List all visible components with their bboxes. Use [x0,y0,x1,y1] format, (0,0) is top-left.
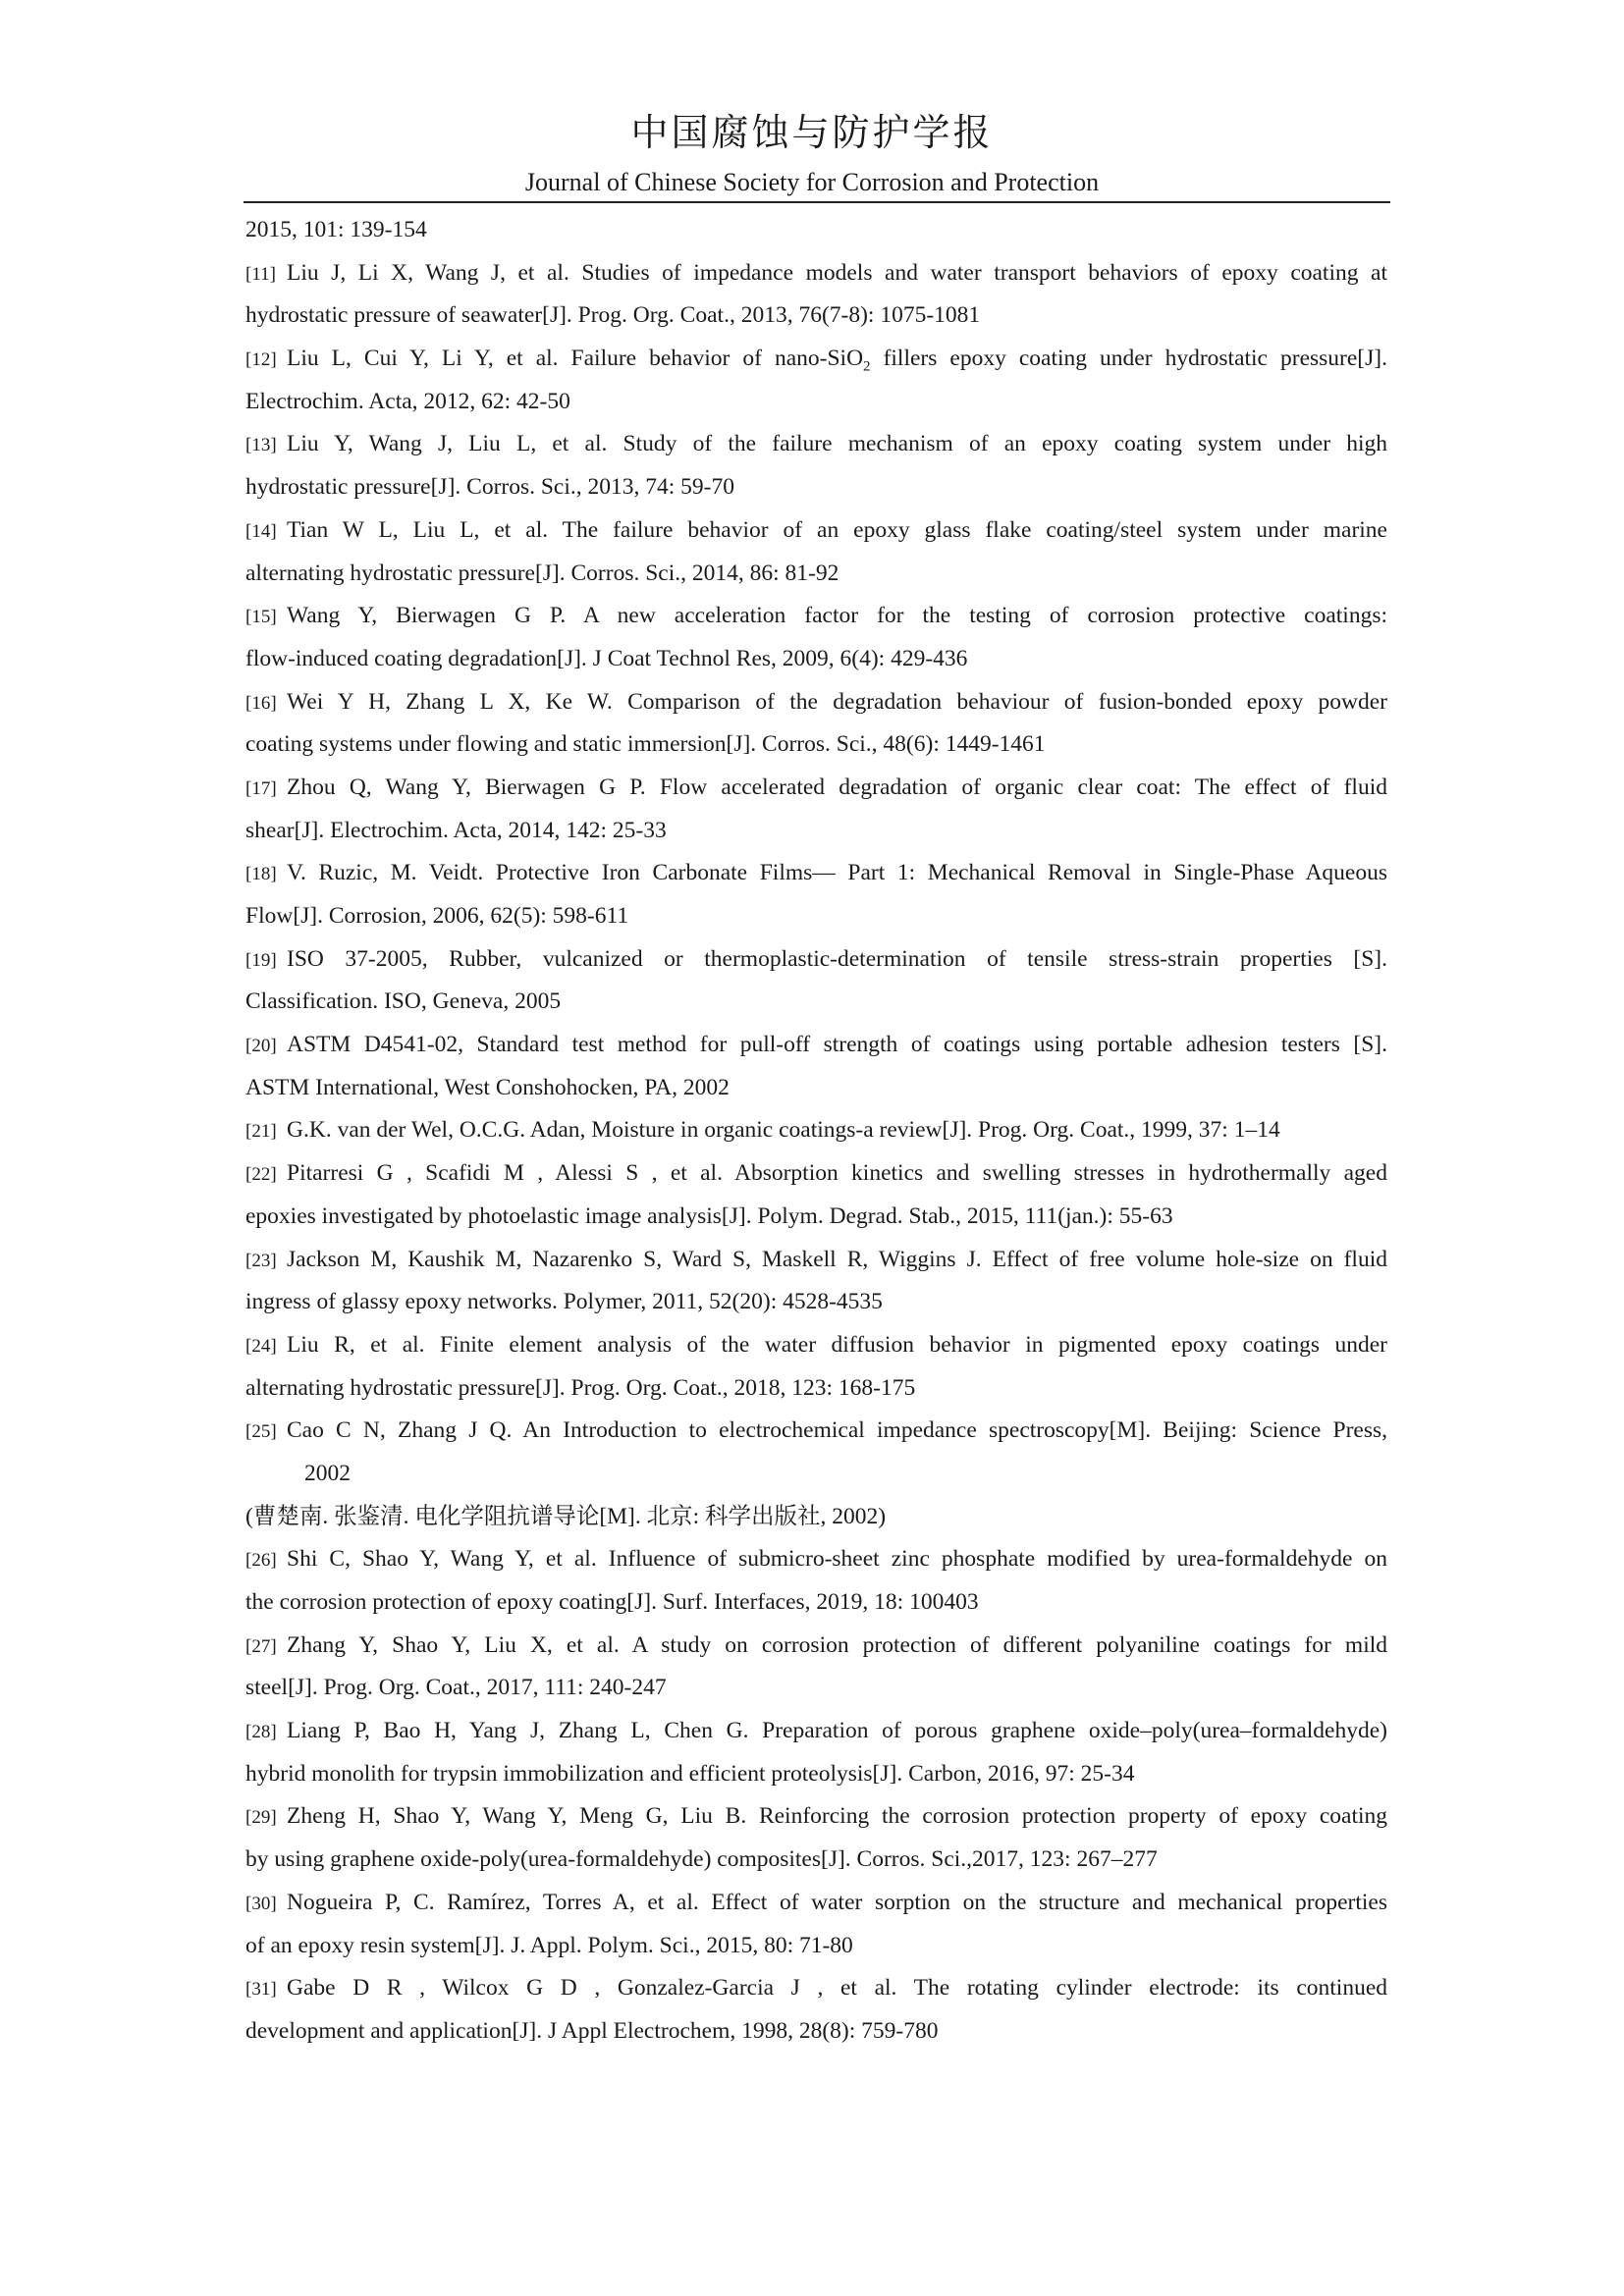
reference-text: Pitarresi G , Scafidi M , Alessi S , et al. Absorption kinetics and swelling stresses in hydrothermally aged [287,1160,1387,1187]
reference-12-cont: Electrochim. Acta, 2012, 62: 42-50 [245,388,570,414]
reference-number: [11] [245,263,276,285]
reference-17-cont: shear[J]. Electrochim. Acta, 2014, 142: 25-33 [245,817,667,843]
reference-text: Gabe D R , Wilcox G D , Gonzalez-Garcia J , et al. The rotating cylinder electrode: its continued [287,1975,1387,2002]
reference-20 [245,1024,1387,1067]
reference-text: Liang P, Bao H, Yang J, Zhang L, Chen G. Preparation of porous graphene oxide–poly(urea–formaldehyde) [287,1718,1387,1744]
reference-16-cont: coating systems under flowing and static immersion[J]. Corros. Sci., 48(6): 1449-1461 [245,731,1046,758]
reference-text: Liu R, et al. Finite element analysis of the water diffusion behavior in pigmented epoxy coatings under [287,1331,1387,1358]
journal-title-en: Journal of Chinese Society for Corrosion and Protection [524,168,1100,196]
reference-31 [245,1967,1387,2010]
reference-number: [18] [245,864,277,885]
reference-27-cont: steel[J]. Prog. Org. Coat., 2017, 111: 240-247 [245,1675,667,1701]
reference-26-cont: the corrosion protection of epoxy coating[J]. Surf. Interfaces, 2019, 18: 100403 [245,1589,979,1615]
reference-number: [31] [245,1979,277,2001]
reference-number: [20] [245,1036,277,1057]
reference-23 [245,1239,1387,1282]
reference-text: Liu Y, Wang J, Liu L, et al. Study of the failure mechanism of an epoxy coating system under high [287,431,1387,457]
reference-29 [245,1795,1387,1839]
reference-text: Wang Y, Bierwagen G P. A new acceleration factor for the testing of corrosion protective coatings: [287,603,1387,629]
reference-text: ASTM D4541-02, Standard test method for pull-off strength of coatings using portable adhesion testers [S]. [287,1032,1387,1058]
reference-25 [245,1410,1387,1453]
reference-22 [245,1152,1387,1196]
reference-29-cont: by using graphene oxide-poly(urea-formaldehyde) composites[J]. Corros. Sci.,2017, 123: 267–277 [245,1846,1158,1873]
reference-26 [245,1538,1387,1581]
reference-15 [245,595,1387,638]
reference-number: [15] [245,607,277,628]
reference-continuation: 2015, 101: 139-154 [245,217,427,242]
reference-11-cont: hydrostatic pressure of seawater[J]. Prog. Org. Coat., 2013, 76(7-8): 1075-1081 [245,302,981,329]
reference-13 [245,423,1387,466]
reference-number: [29] [245,1807,277,1829]
reference-text: Zheng H, Shao Y, Wang Y, Meng G, Liu B. Reinforcing the corrosion protection property of epoxy coating [287,1803,1387,1830]
reference-list [245,209,1387,2054]
reference-number: [21] [245,1121,277,1143]
reference-text: Zhang Y, Shao Y, Liu X, et al. A study on corrosion protection of different polyaniline coatings for mild [287,1631,1387,1658]
reference-14-cont: alternating hydrostatic pressure[J]. Corros. Sci., 2014, 86: 81-92 [245,560,839,586]
reference-27 [245,1625,1387,1668]
subscript: 2 [863,358,871,375]
reference-23-cont: ingress of glassy epoxy networks. Polymer, 2011, 52(20): 4528-4535 [245,1289,883,1315]
reference-number: [30] [245,1893,277,1914]
reference-number: [25] [245,1421,277,1443]
reference-24 [245,1324,1387,1367]
reference-number: [12] [245,349,277,371]
reference-number: [16] [245,692,277,714]
reference-17 [245,767,1387,810]
reference-30-cont: of an epoxy resin system[J]. J. Appl. Polym. Sci., 2015, 80: 71-80 [245,1932,853,1958]
reference-18-cont: Flow[J]. Corrosion, 2006, 62(5): 598-611 [245,903,629,929]
reference-22-cont: epoxies investigated by photoelastic image analysis[J]. Polym. Degrad. Stab., 2015, 111(jan.): 55-63 [245,1202,1173,1229]
reference-text: Cao C N, Zhang J Q. An Introduction to electrochemical impedance spectroscopy[M]. Beijing: Science Press, [287,1417,1387,1444]
reference-12 [245,338,1387,381]
reference-text: Zhou Q, Wang Y, Bierwagen G P. Flow accelerated degradation of organic clear coat: The effect of fluid [287,774,1387,800]
reference-text: Wei Y H, Zhang L X, Ke W. Comparison of the degradation behaviour of fusion-bonded epoxy powder [287,688,1387,715]
reference-number: [13] [245,435,277,456]
reference-28 [245,1710,1387,1753]
reference-number: [19] [245,949,277,971]
reference-text-part: fillers epoxy coating under hydrostatic pressure[J]. [870,346,1387,372]
header-divider [244,201,1390,203]
reference-text: Liu J, Li X, Wang J, et al. Studies of impedance models and water transport behaviors of epoxy coating at [287,259,1387,286]
reference-16 [245,681,1387,724]
reference-text: V. Ruzic, M. Veidt. Protective Iron Carbonate Films— Part 1: Mechanical Removal in Single-Phase Aqueous [287,860,1387,886]
reference-21 [245,1109,1387,1152]
reference-number: [17] [245,777,277,799]
reference-text [287,346,1387,375]
reference-number: [14] [245,520,277,542]
reference-number: [24] [245,1335,277,1357]
journal-title-cn: 中国腐蚀与防护学报 [630,113,994,154]
reference-text-part: Liu L, Cui Y, Li Y, et al. Failure behavior of nano-SiO [287,346,864,372]
reference-18 [245,852,1387,895]
reference-text: Shi C, Shao Y, Wang Y, et al. Influence of submicro-sheet zinc phosphate modified by urea-formaldehyde on [287,1546,1387,1573]
reference-20-cont: ASTM International, West Conshohocken, PA, 2002 [245,1074,730,1100]
reference-30 [245,1882,1387,1925]
reference-13-cont: hydrostatic pressure[J]. Corros. Sci., 2013, 74: 59-70 [245,474,734,501]
reference-11 [245,252,1387,295]
reference-28-cont: hybrid monolith for trypsin immobilization and efficient proteolysis[J]. Carbon, 2016, 97: 25-34 [245,1760,1135,1787]
reference-number: [23] [245,1250,277,1271]
reference-19-cont: Classification. ISO, Geneva, 2005 [245,988,562,1015]
reference-31-cont: development and application[J]. J Appl Electrochem, 1998, 28(8): 759-780 [245,2017,939,2044]
reference-number: [26] [245,1550,277,1572]
reference-number: [27] [245,1635,277,1657]
reference-25-cn: (曹楚南. 张鉴清. 电化学阻抗谱导论[M]. 北京: 科学出版社, 2002) [245,1503,887,1529]
reference-number: [22] [245,1164,277,1186]
reference-15-cont: flow-induced coating degradation[J]. J Coat Technol Res, 2009, 6(4): 429-436 [245,645,968,671]
reference-number: [28] [245,1722,277,1743]
reference-text: G.K. van der Wel, O.C.G. Adan, Moisture in organic coatings-a review[J]. Prog. Org. Coat., 1999, 37: 1–14 [287,1117,1280,1144]
reference-text: Nogueira P, C. Ramírez, Torres A, et al. Effect of water sorption on the structure and mechanical properties [287,1889,1387,1915]
reference-14 [245,509,1387,553]
reference-25-cont: 2002 [304,1460,351,1486]
reference-24-cont: alternating hydrostatic pressure[J]. Prog. Org. Coat., 2018, 123: 168-175 [245,1374,916,1401]
reference-text: Jackson M, Kaushik M, Nazarenko S, Ward S, Maskell R, Wiggins J. Effect of free volume hole-size on fluid [287,1246,1387,1272]
reference-19 [245,938,1387,982]
reference-text: ISO 37-2005, Rubber, vulcanized or thermoplastic-determination of tensile stress-strain properties [S]. [287,945,1387,972]
reference-text: Tian W L, Liu L, et al. The failure behavior of an epoxy glass flake coating/steel system under marine [287,516,1387,543]
